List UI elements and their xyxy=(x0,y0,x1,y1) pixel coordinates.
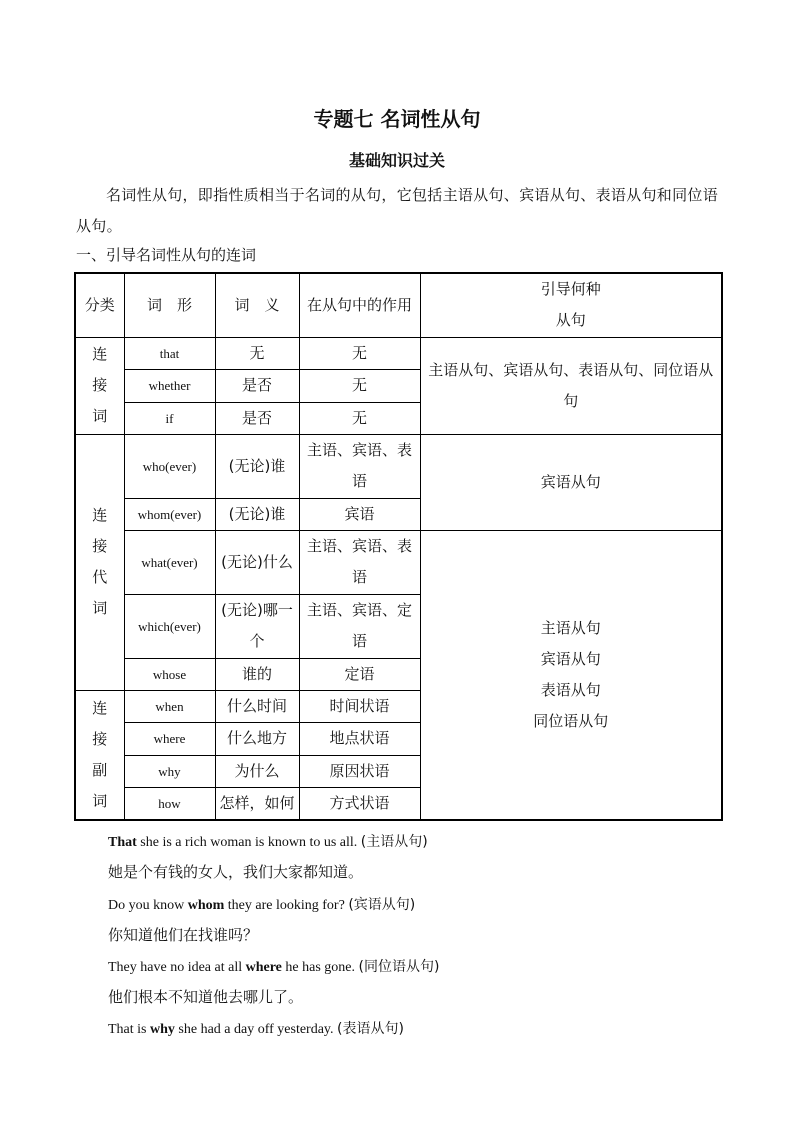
header-category: 分类 xyxy=(75,273,124,337)
word-cell: whom(ever) xyxy=(124,498,215,530)
clause-cell: 主语从句、宾语从句、表语从句、同位语从句 xyxy=(420,337,722,434)
word-cell: what(ever) xyxy=(124,530,215,594)
header-meaning: 词 义 xyxy=(215,273,299,337)
table-header-row xyxy=(75,273,722,337)
word-cell: who(ever) xyxy=(124,434,215,498)
word-cell: that xyxy=(124,337,215,369)
table-row xyxy=(75,337,722,369)
role-cell: 定语 xyxy=(299,658,420,690)
section-heading: 一、引导名词性从句的连词 xyxy=(76,246,257,264)
group-pronoun: 连 接 代 词 xyxy=(75,434,124,690)
word-cell: why xyxy=(124,755,215,787)
role-cell: 时间状语 xyxy=(299,690,420,722)
example-translation: 她是个有钱的女人，我们大家都知道。 xyxy=(108,863,364,881)
group-conjunction: 连 接 词 xyxy=(75,337,124,434)
sentence-text: Do you know xyxy=(108,898,188,913)
conjunction-word: whom xyxy=(187,898,225,913)
meaning-cell: 无 xyxy=(215,337,299,369)
example-translation: 他们根本不知道他去哪儿了。 xyxy=(108,988,304,1006)
role-cell: 原因状语 xyxy=(299,755,420,787)
role-cell: 无 xyxy=(299,337,420,369)
role-cell: 无 xyxy=(299,369,420,402)
clause-tag: (主语从句) xyxy=(360,834,428,850)
role-cell: 主语、宾语、表语 xyxy=(299,530,420,594)
role-cell: 宾语 xyxy=(299,498,420,530)
meaning-cell: (无论)谁 xyxy=(215,434,299,498)
example-sentence xyxy=(108,956,439,976)
role-cell: 主语、宾语、定语 xyxy=(299,594,420,658)
header-clause: 引导何种从句 xyxy=(420,273,722,337)
section-subtitle: 基础知识过关 xyxy=(348,151,445,170)
clause-tag: (宾语从句) xyxy=(348,897,416,913)
conjunction-table xyxy=(74,272,723,821)
conjunction-word: where xyxy=(245,960,282,975)
clause-tag: (表语从句) xyxy=(337,1021,404,1037)
sentence-text: she had a day off yesterday. xyxy=(174,1022,338,1037)
sentence-text: they are looking for? xyxy=(224,898,349,913)
meaning-cell: (无论)什么 xyxy=(215,530,299,594)
meaning-cell: 什么地方 xyxy=(215,722,299,755)
clause-cell: 宾语从句 xyxy=(420,434,722,530)
word-cell: where xyxy=(124,722,215,755)
meaning-cell: 什么时间 xyxy=(215,690,299,722)
example-sentence xyxy=(108,894,415,914)
example-translation: 你知道他们在找谁吗？ xyxy=(108,926,259,944)
header-word: 词 形 xyxy=(124,273,215,337)
role-cell: 无 xyxy=(299,402,420,434)
conjunction-word: That xyxy=(108,835,137,850)
sentence-text: That is xyxy=(108,1022,150,1037)
word-cell: which(ever) xyxy=(124,594,215,658)
intro-paragraph: 名词性从句，即指性质相当于名词的从句，它包括主语从句、宾语从句、表语从句和同位语从句。 xyxy=(76,186,719,235)
sentence-text: he has gone. xyxy=(281,960,359,975)
meaning-cell: (无论)哪一个 xyxy=(215,594,299,658)
word-cell: whether xyxy=(124,369,215,402)
meaning-cell: 是否 xyxy=(215,369,299,402)
word-cell: if xyxy=(124,402,215,434)
meaning-cell: 为什么 xyxy=(215,755,299,787)
clause-item: 表语从句 xyxy=(540,680,601,699)
meaning-cell: (无论)谁 xyxy=(215,498,299,530)
page-title: 专题七 名词性从句 xyxy=(313,107,481,131)
sentence-text: she is a rich woman is known to us all. xyxy=(136,835,361,850)
clause-cell-group xyxy=(420,530,722,820)
role-cell: 主语、宾语、表语 xyxy=(299,434,420,498)
clause-item: 宾语从句 xyxy=(540,649,601,668)
meaning-cell: 谁的 xyxy=(215,658,299,690)
meaning-cell: 怎样，如何 xyxy=(215,787,299,820)
table-row xyxy=(75,530,722,594)
sentence-text: They have no idea at all xyxy=(108,960,246,975)
example-sentence xyxy=(108,1018,404,1038)
clause-tag: (同位语从句) xyxy=(358,959,440,975)
clause-item: 主语从句 xyxy=(540,618,601,637)
group-adverb: 连 接 副 词 xyxy=(75,690,124,820)
meaning-cell: 是否 xyxy=(215,402,299,434)
clause-item: 同位语从句 xyxy=(533,711,609,730)
word-cell: whose xyxy=(124,658,215,690)
example-sentence xyxy=(108,831,428,851)
table-row xyxy=(75,434,722,498)
role-cell: 方式状语 xyxy=(299,787,420,820)
conjunction-word: why xyxy=(150,1022,175,1037)
header-role: 在从句中的作用 xyxy=(299,273,420,337)
word-cell: how xyxy=(124,787,215,820)
word-cell: when xyxy=(124,690,215,722)
role-cell: 地点状语 xyxy=(299,722,420,755)
